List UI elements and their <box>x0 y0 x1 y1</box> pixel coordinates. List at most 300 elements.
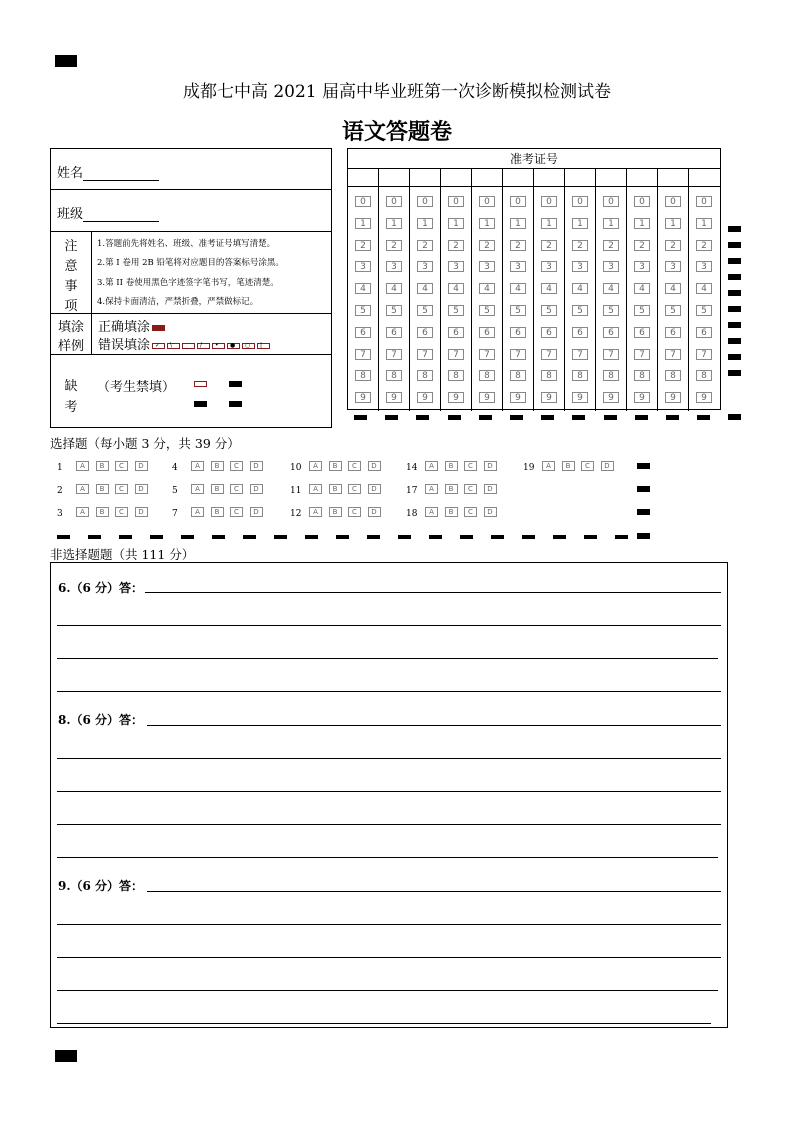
timing-mark <box>416 415 429 420</box>
filled-bubble-icon <box>152 325 165 331</box>
digit-bubble[interactable]: 6 <box>696 327 712 338</box>
timing-mark <box>57 535 70 539</box>
choice-option-bubble[interactable]: D <box>484 484 497 494</box>
digit-bubble[interactable]: 0 <box>448 196 464 207</box>
choice-option-bubble[interactable]: A <box>191 461 204 471</box>
timing-mark <box>448 415 461 420</box>
admission-digit-write-cell[interactable] <box>441 169 471 187</box>
admission-digit-write-cell[interactable] <box>410 169 440 187</box>
correct-fill-label: 正确填涂 <box>98 320 151 335</box>
digit-bubble[interactable]: 6 <box>665 327 681 338</box>
choice-option-bubble[interactable]: A <box>76 484 89 494</box>
digit-bubble[interactable]: 8 <box>355 370 371 381</box>
choice-option-bubble[interactable]: C <box>115 461 128 471</box>
digit-bubble[interactable]: 7 <box>479 349 495 360</box>
choice-option-bubble[interactable]: A <box>309 484 322 494</box>
timing-mark <box>88 535 101 539</box>
timing-mark <box>274 535 287 539</box>
answer-writing-line[interactable] <box>57 924 721 925</box>
digit-bubble[interactable]: 9 <box>510 392 526 403</box>
timing-mark <box>150 535 163 539</box>
digit-bubble[interactable]: 3 <box>665 261 681 272</box>
digit-bubble[interactable]: 8 <box>665 370 681 381</box>
digit-bubble[interactable]: 7 <box>417 349 433 360</box>
choice-question-number: 12 <box>290 509 302 519</box>
digit-bubble[interactable]: 6 <box>603 327 619 338</box>
timing-mark <box>637 533 650 539</box>
digit-bubble[interactable]: 9 <box>696 392 712 403</box>
admission-digit-write-cell[interactable] <box>379 169 409 187</box>
digit-bubble[interactable]: 1 <box>603 218 619 229</box>
timing-mark <box>637 509 650 515</box>
digit-bubble[interactable]: 9 <box>479 392 495 403</box>
digit-bubble[interactable]: 3 <box>386 261 402 272</box>
digit-bubble[interactable]: 7 <box>603 349 619 360</box>
timing-mark <box>367 535 380 539</box>
wrong-fill-label: 错误填涂 <box>98 338 151 353</box>
digit-bubble[interactable]: 0 <box>479 196 495 207</box>
choice-option-bubble[interactable]: C <box>464 484 477 494</box>
choice-question-number: 10 <box>290 463 302 473</box>
choice-option-bubble[interactable]: A <box>76 507 89 517</box>
choice-option-bubble[interactable]: D <box>135 507 148 517</box>
choice-option-bubble[interactable]: A <box>309 507 322 517</box>
digit-bubble[interactable]: 3 <box>448 261 464 272</box>
digit-bubble[interactable]: 9 <box>386 392 402 403</box>
digit-bubble[interactable]: 1 <box>541 218 557 229</box>
digit-bubble[interactable]: 6 <box>541 327 557 338</box>
digit-bubble[interactable]: 3 <box>510 261 526 272</box>
timing-mark <box>398 535 411 539</box>
timing-mark <box>429 535 442 539</box>
digit-bubble[interactable]: 2 <box>541 240 557 251</box>
choice-option-bubble[interactable]: D <box>484 461 497 471</box>
digit-bubble[interactable]: 4 <box>696 283 712 294</box>
timing-mark <box>572 415 585 420</box>
digit-bubble[interactable]: 9 <box>634 392 650 403</box>
admission-digit-column <box>565 169 596 411</box>
digit-bubble[interactable]: 4 <box>541 283 557 294</box>
choice-option-bubble[interactable]: D <box>250 461 263 471</box>
digit-bubble[interactable]: 4 <box>355 283 371 294</box>
digit-bubble[interactable]: 9 <box>603 392 619 403</box>
sheet-title: 语文答题卷 <box>341 119 452 145</box>
admission-digit-write-cell[interactable] <box>596 169 626 187</box>
digit-bubble[interactable]: 7 <box>665 349 681 360</box>
answer-writing-line[interactable] <box>147 891 721 892</box>
timing-mark <box>541 415 554 420</box>
choice-option-bubble[interactable]: D <box>601 461 614 471</box>
admission-digit-write-cell[interactable] <box>348 169 378 187</box>
digit-bubble[interactable]: 2 <box>634 240 650 251</box>
timing-mark <box>728 274 741 280</box>
absent-marker <box>229 401 242 407</box>
corner-marker-top <box>55 55 77 67</box>
digit-bubble[interactable]: 7 <box>386 349 402 360</box>
answer-writing-line[interactable] <box>57 758 721 759</box>
name-field[interactable] <box>57 162 159 181</box>
choice-option-bubble[interactable]: B <box>329 507 342 517</box>
digit-bubble[interactable]: 5 <box>448 305 464 316</box>
digit-bubble[interactable]: 4 <box>634 283 650 294</box>
digit-bubble[interactable]: 5 <box>386 305 402 316</box>
digit-bubble[interactable]: 2 <box>479 240 495 251</box>
digit-bubble[interactable]: 3 <box>417 261 433 272</box>
admission-digit-write-cell[interactable] <box>565 169 595 187</box>
admission-digit-column <box>348 169 379 411</box>
digit-bubble[interactable]: 4 <box>665 283 681 294</box>
timing-mark <box>728 242 741 248</box>
choice-option-bubble[interactable]: D <box>135 461 148 471</box>
timing-mark <box>336 535 349 539</box>
timing-mark <box>728 226 741 232</box>
admission-digit-write-cell[interactable] <box>534 169 564 187</box>
digit-bubble[interactable]: 1 <box>696 218 712 229</box>
absent-marker <box>194 401 207 407</box>
choice-option-bubble[interactable]: B <box>96 461 109 471</box>
question-8-label: 8.（6 分）答： <box>58 711 147 728</box>
choice-option-bubble[interactable]: B <box>96 484 109 494</box>
choice-option-bubble[interactable]: D <box>250 507 263 517</box>
digit-bubble[interactable]: 0 <box>510 196 526 207</box>
digit-bubble[interactable]: 1 <box>355 218 371 229</box>
choice-question-number: 19 <box>523 463 535 473</box>
choice-option-bubble[interactable]: B <box>329 484 342 494</box>
question-6-label: 6.（6 分）答： <box>58 579 147 596</box>
choice-question-number: 4 <box>172 463 178 473</box>
choice-section-title: 选择题（每小题 3 分，共 39 分） <box>50 436 240 451</box>
digit-bubble[interactable]: 5 <box>417 305 433 316</box>
digit-bubble[interactable]: 0 <box>386 196 402 207</box>
digit-bubble[interactable]: 6 <box>634 327 650 338</box>
choice-question-number: 2 <box>57 486 63 496</box>
choice-option-bubble[interactable]: A <box>425 461 438 471</box>
digit-bubble[interactable]: 7 <box>448 349 464 360</box>
digit-bubble[interactable]: 1 <box>572 218 588 229</box>
digit-bubble[interactable]: 3 <box>572 261 588 272</box>
answer-writing-line[interactable] <box>57 824 721 825</box>
digit-bubble[interactable]: 7 <box>634 349 650 360</box>
notice-char: 注 <box>64 239 78 254</box>
admission-digit-column <box>534 169 565 411</box>
digit-bubble[interactable]: 5 <box>541 305 557 316</box>
choice-question-number: 18 <box>406 509 418 519</box>
timing-mark <box>604 415 617 420</box>
admission-digit-column <box>596 169 627 411</box>
digit-bubble[interactable]: 4 <box>572 283 588 294</box>
digit-bubble[interactable]: 5 <box>479 305 495 316</box>
digit-bubble[interactable]: 8 <box>479 370 495 381</box>
digit-bubble[interactable]: 6 <box>448 327 464 338</box>
choice-question-number: 3 <box>57 509 63 519</box>
admission-digit-column <box>441 169 472 411</box>
choice-option-bubble[interactable]: C <box>115 484 128 494</box>
digit-bubble[interactable]: 8 <box>634 370 650 381</box>
digit-bubble[interactable]: 0 <box>696 196 712 207</box>
digit-bubble[interactable]: 1 <box>386 218 402 229</box>
digit-bubble[interactable]: 4 <box>603 283 619 294</box>
choice-option-bubble[interactable]: A <box>542 461 555 471</box>
digit-bubble[interactable]: 8 <box>386 370 402 381</box>
exam-title: 成都七中高 2021 届高中毕业班第一次诊断模拟检测试卷 <box>182 82 612 102</box>
choice-option-bubble[interactable]: D <box>135 484 148 494</box>
timing-mark <box>635 415 648 420</box>
timing-mark <box>354 415 367 420</box>
choice-option-bubble[interactable]: B <box>445 507 458 517</box>
digit-bubble[interactable]: 5 <box>665 305 681 316</box>
nonchoice-section-title: 非选择题题（共 111 分） <box>50 547 195 562</box>
choice-option-bubble[interactable]: D <box>368 484 381 494</box>
corner-marker-bottom <box>55 1050 77 1062</box>
digit-bubble[interactable]: 9 <box>572 392 588 403</box>
timing-mark <box>584 535 597 539</box>
digit-bubble[interactable]: 7 <box>541 349 557 360</box>
answer-writing-line[interactable] <box>57 691 721 692</box>
admission-digit-column <box>379 169 410 411</box>
choice-question-number: 11 <box>290 486 302 496</box>
choice-option-bubble[interactable]: A <box>425 484 438 494</box>
timing-mark <box>728 290 741 296</box>
choice-option-bubble[interactable]: B <box>211 507 224 517</box>
admission-digit-write-cell[interactable] <box>503 169 533 187</box>
slash-bubble-icon: / <box>197 343 210 349</box>
choice-option-bubble[interactable]: C <box>348 461 361 471</box>
timing-mark <box>615 535 628 539</box>
digit-bubble[interactable]: 4 <box>448 283 464 294</box>
digit-bubble[interactable]: 0 <box>665 196 681 207</box>
choice-question-number: 5 <box>172 486 178 496</box>
digit-bubble[interactable]: 2 <box>355 240 371 251</box>
timing-mark <box>728 414 741 420</box>
absent-bubble[interactable] <box>194 381 207 387</box>
digit-bubble[interactable]: 3 <box>603 261 619 272</box>
choice-question-number: 1 <box>57 463 63 473</box>
choice-option-bubble[interactable]: C <box>464 461 477 471</box>
digit-bubble[interactable]: 1 <box>479 218 495 229</box>
digit-bubble[interactable]: 2 <box>603 240 619 251</box>
timing-mark <box>212 535 225 539</box>
admission-digit-column <box>689 169 720 411</box>
choice-option-bubble[interactable]: D <box>368 507 381 517</box>
choice-question-number: 17 <box>406 486 418 496</box>
choice-option-bubble[interactable]: C <box>230 507 243 517</box>
digit-bubble[interactable]: 0 <box>541 196 557 207</box>
digit-bubble[interactable]: 3 <box>541 261 557 272</box>
digit-bubble[interactable]: 2 <box>665 240 681 251</box>
bar-bubble-icon: | <box>257 343 270 349</box>
digit-bubble[interactable]: 6 <box>386 327 402 338</box>
digit-bubble[interactable]: 2 <box>417 240 433 251</box>
digit-bubble[interactable]: 2 <box>510 240 526 251</box>
notice-char: 意 <box>64 259 78 274</box>
digit-bubble[interactable]: 1 <box>634 218 650 229</box>
timing-mark <box>728 354 741 360</box>
digit-bubble[interactable]: 8 <box>417 370 433 381</box>
choice-option-bubble[interactable]: A <box>425 507 438 517</box>
answer-writing-line[interactable] <box>57 857 718 858</box>
choice-question-number: 7 <box>172 509 178 519</box>
admission-digit-column <box>503 169 534 411</box>
choice-option-bubble[interactable]: A <box>191 507 204 517</box>
digit-bubble[interactable]: 1 <box>510 218 526 229</box>
digit-bubble[interactable]: 3 <box>479 261 495 272</box>
choice-option-bubble[interactable]: B <box>211 461 224 471</box>
admission-digit-write-cell[interactable] <box>627 169 657 187</box>
choice-question-number: 14 <box>406 463 418 473</box>
digit-bubble[interactable]: 8 <box>572 370 588 381</box>
choice-option-bubble[interactable]: C <box>230 484 243 494</box>
choice-option-bubble[interactable]: C <box>115 507 128 517</box>
absent-char: 考 <box>64 400 78 415</box>
oval-bubble-icon: ○ <box>242 343 255 349</box>
choice-option-bubble[interactable]: B <box>445 484 458 494</box>
answer-writing-line[interactable] <box>57 658 718 659</box>
choice-option-bubble[interactable]: B <box>329 461 342 471</box>
digit-bubble[interactable]: 9 <box>448 392 464 403</box>
digit-bubble[interactable]: 3 <box>355 261 371 272</box>
written-answer-box <box>50 562 728 1028</box>
admission-digit-write-cell[interactable] <box>472 169 502 187</box>
admission-number-title: 准考证号 <box>348 149 720 169</box>
choice-option-bubble[interactable]: C <box>581 461 594 471</box>
student-info-box <box>50 148 332 428</box>
digit-bubble[interactable]: 4 <box>479 283 495 294</box>
choice-option-bubble[interactable]: B <box>562 461 575 471</box>
choice-option-bubble[interactable]: B <box>211 484 224 494</box>
digit-bubble[interactable]: 3 <box>634 261 650 272</box>
digit-bubble[interactable]: 5 <box>634 305 650 316</box>
digit-bubble[interactable]: 9 <box>355 392 371 403</box>
digit-bubble[interactable]: 0 <box>355 196 371 207</box>
timing-mark <box>522 535 535 539</box>
answer-writing-line[interactable] <box>57 1023 711 1024</box>
digit-bubble[interactable]: 1 <box>417 218 433 229</box>
choice-option-bubble[interactable]: A <box>309 461 322 471</box>
choice-option-bubble[interactable]: C <box>348 484 361 494</box>
digit-bubble[interactable]: 2 <box>572 240 588 251</box>
choice-option-bubble[interactable]: C <box>348 507 361 517</box>
timing-mark <box>553 535 566 539</box>
admission-digit-column <box>410 169 441 411</box>
notice-char: 事 <box>64 279 78 294</box>
sample-char: 样例 <box>57 339 84 354</box>
digit-bubble[interactable]: 5 <box>603 305 619 316</box>
choice-option-bubble[interactable]: A <box>191 484 204 494</box>
digit-bubble[interactable]: 2 <box>448 240 464 251</box>
digit-bubble[interactable]: 4 <box>386 283 402 294</box>
digit-bubble[interactable]: 7 <box>572 349 588 360</box>
answer-writing-line[interactable] <box>57 791 721 792</box>
digit-bubble[interactable]: 1 <box>448 218 464 229</box>
dot-bubble-icon: • <box>212 343 225 349</box>
correct-fill-example <box>98 316 165 335</box>
digit-bubble[interactable]: 6 <box>417 327 433 338</box>
notice-line: 2.第 I 卷用 2B 铅笔将对应题目的答案标号涂黑。 <box>97 258 284 268</box>
digit-bubble[interactable]: 5 <box>696 305 712 316</box>
timing-mark <box>728 258 741 264</box>
choice-option-bubble[interactable]: D <box>484 507 497 517</box>
digit-bubble[interactable]: 1 <box>665 218 681 229</box>
digit-bubble[interactable]: 0 <box>634 196 650 207</box>
digit-bubble[interactable]: 0 <box>603 196 619 207</box>
digit-bubble[interactable]: 0 <box>572 196 588 207</box>
choice-option-bubble[interactable]: B <box>445 461 458 471</box>
digit-bubble[interactable]: 7 <box>510 349 526 360</box>
choice-option-bubble[interactable]: D <box>368 461 381 471</box>
digit-bubble[interactable]: 6 <box>355 327 371 338</box>
timing-mark <box>728 338 741 344</box>
notice-line: 4.保持卡面清洁，严禁折叠，严禁做标记。 <box>97 297 259 307</box>
timing-mark <box>666 415 679 420</box>
absent-note: （考生禁填） <box>97 380 176 395</box>
answer-writing-line[interactable] <box>147 725 721 726</box>
digit-bubble[interactable]: 7 <box>355 349 371 360</box>
answer-writing-line[interactable] <box>57 990 718 991</box>
timing-mark <box>460 535 473 539</box>
timing-mark <box>119 535 132 539</box>
admission-digit-write-cell[interactable] <box>689 169 720 187</box>
class-field[interactable] <box>57 203 159 222</box>
digit-bubble[interactable]: 8 <box>603 370 619 381</box>
digit-bubble[interactable]: 3 <box>696 261 712 272</box>
digit-bubble[interactable]: 8 <box>510 370 526 381</box>
choice-option-bubble[interactable]: B <box>96 507 109 517</box>
timing-mark <box>728 306 741 312</box>
digit-bubble[interactable]: 6 <box>572 327 588 338</box>
digit-bubble[interactable]: 2 <box>386 240 402 251</box>
digit-bubble[interactable]: 8 <box>696 370 712 381</box>
digit-bubble[interactable]: 4 <box>417 283 433 294</box>
choice-option-bubble[interactable]: D <box>250 484 263 494</box>
class-label: 班级 <box>57 207 84 222</box>
answer-writing-line[interactable] <box>145 592 721 593</box>
choice-option-bubble[interactable]: C <box>230 461 243 471</box>
choice-option-bubble[interactable]: C <box>464 507 477 517</box>
digit-bubble[interactable]: 5 <box>572 305 588 316</box>
digit-bubble[interactable]: 8 <box>448 370 464 381</box>
timing-mark <box>697 415 710 420</box>
digit-bubble[interactable]: 9 <box>541 392 557 403</box>
admission-digit-write-cell[interactable] <box>658 169 688 187</box>
timing-mark <box>637 463 650 469</box>
digit-bubble[interactable]: 9 <box>417 392 433 403</box>
name-label: 姓名 <box>57 166 84 181</box>
circle-fill-bubble-icon: ● <box>227 343 240 349</box>
answer-writing-line[interactable] <box>57 957 721 958</box>
digit-bubble[interactable]: 9 <box>665 392 681 403</box>
backslash-bubble-icon: \ <box>167 343 180 349</box>
digit-bubble[interactable]: 6 <box>510 327 526 338</box>
timing-mark <box>181 535 194 539</box>
digit-bubble[interactable]: 4 <box>510 283 526 294</box>
choice-option-bubble[interactable]: A <box>76 461 89 471</box>
digit-bubble[interactable]: 8 <box>541 370 557 381</box>
admission-digit-column <box>472 169 503 411</box>
admission-digit-column <box>658 169 689 411</box>
notice-line: 1.答题前先将姓名、班级、准考证号填写清楚。 <box>97 239 276 249</box>
timing-mark <box>728 322 741 328</box>
digit-bubble[interactable]: 7 <box>696 349 712 360</box>
digit-bubble[interactable]: 2 <box>696 240 712 251</box>
digit-bubble[interactable]: 5 <box>355 305 371 316</box>
answer-writing-line[interactable] <box>57 625 721 626</box>
digit-bubble[interactable]: 6 <box>479 327 495 338</box>
notice-char: 项 <box>64 299 78 314</box>
timing-mark <box>243 535 256 539</box>
digit-bubble[interactable]: 0 <box>417 196 433 207</box>
notice-line: 3.第 II 卷使用黑色字迹签字笔书写，笔迹清楚。 <box>97 278 279 288</box>
digit-bubble[interactable]: 5 <box>510 305 526 316</box>
